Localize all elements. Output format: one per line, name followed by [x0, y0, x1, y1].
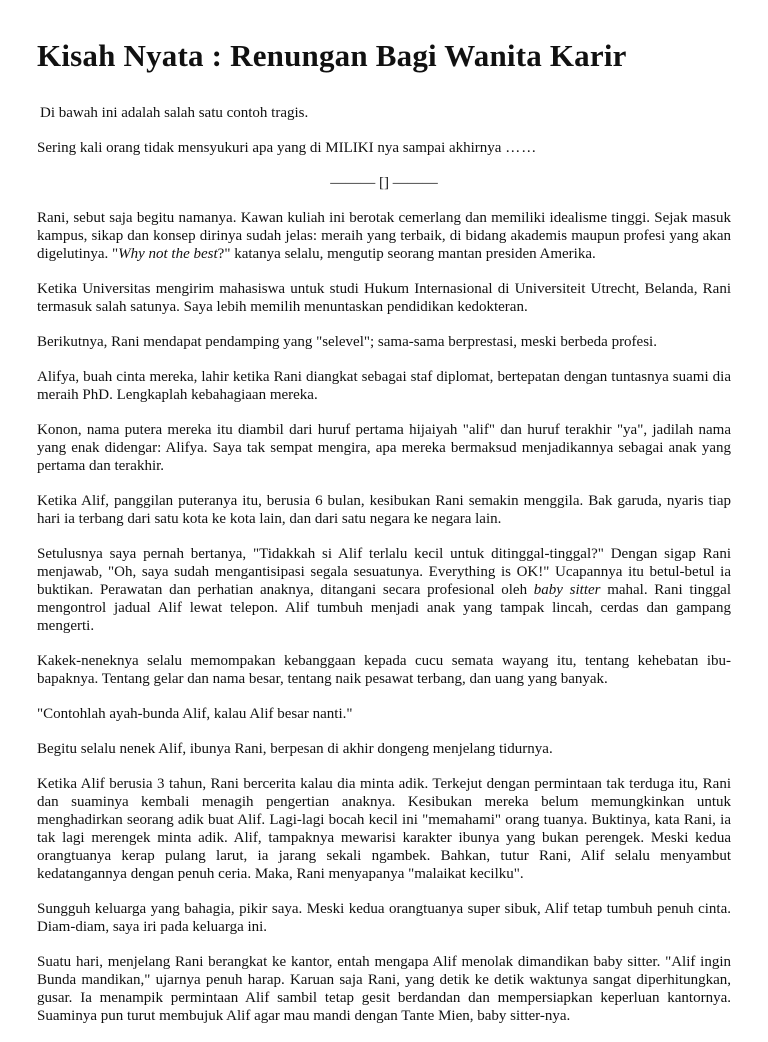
paragraph-text: mahal. Rani tinggal mengontrol jadual Alif lewat telepon. Alif tumbuh menjadi anak yang tampak lincah, cerdas dan gampang mengerti.	[37, 582, 731, 634]
story-paragraph	[37, 209, 731, 263]
story-paragraph: Konon, nama putera mereka itu diambil dari huruf pertama hijaiyah "alif" dan huruf terakhir "ya", jadilah nama yang enak didengar: Alifya. Saya tak sempat mengira, apa mereka bermaksud menjadikannya sebagai anak yang pertama dan terakhir.	[37, 422, 731, 474]
story-paragraph: Suatu hari, menjelang Rani berangkat ke kantor, entah mengapa Alif menolak dimandikan baby sitter. "Alif ingin Bunda mandikan," ujarnya penuh harap. Karuan saja Rani, yang detik ke detik waktunya sangat diperhitungkan, gusar. Ia menampik permintaan Alif sambil tetap gesit berdandan dan mempersiapkan keperluan kantornya. Suaminya pun turut membujuk Alif agar mau mandi dengan Tante Mien, baby sitter-nya.	[37, 954, 731, 1024]
story-paragraph: Sungguh keluarga yang bahagia, pikir saya. Meski kedua orangtuanya super sibuk, Alif tetap tumbuh penuh cinta. Diam-diam, saya iri pada keluarga ini.	[37, 901, 731, 935]
intro-text: Sering kali orang tidak mensyukuri apa yang di MILIKI nya sampai akhirnya	[37, 140, 502, 156]
document-page	[37, 36, 731, 1042]
paragraph-text: Rani, sebut saja begitu namanya. Kawan kuliah ini berotak cemerlang dan memiliki idealisme tinggi. Sejak masuk kampus, sikap dan konsep dirinya sudah jelas: meraih yang terbaik, di bidang akademis maupun profesi yang akan digelutinya. "	[37, 210, 731, 262]
section-divider: ——— [] ———	[330, 175, 438, 191]
intro-line	[37, 139, 731, 157]
italic-term: baby sitter	[533, 582, 601, 598]
story-paragraph: Alifya, buah cinta mereka, lahir ketika Rani diangkat sebagai staf diplomat, bertepatan dengan tuntasnya suami dia meraih PhD. Lengkaplah kebahagiaan mereka.	[37, 369, 731, 403]
ellipsis: ……	[505, 140, 538, 156]
document-title: Kisah Nyata : Renungan Bagi Wanita Karir	[37, 38, 627, 73]
story-paragraph: Kakek-neneknya selalu memompakan kebanggaan kepada cucu semata wayang itu, tentang kehebatan ibu-bapaknya. Tentang gelar dan nama besar, tentang naik pesawat terbang, dan uang yang banyak.	[37, 653, 731, 687]
story-paragraph: Ketika Universitas mengirim mahasiswa untuk studi Hukum Internasional di Universiteit Utrecht, Belanda, Rani termasuk salah satunya. Saya lebih memilih menuntaskan pendidikan kedokteran.	[37, 281, 731, 315]
story-paragraph: Ketika Alif berusia 3 tahun, Rani bercerita kalau dia minta adik. Terkejut dengan permintaan tak terduga itu, Rani dan suaminya kembali menagih pengertian anaknya. Kesibukan mereka belum memungkinkan untuk menghadirkan seorang adik buat Alif. Lagi-lagi bocah kecil ini "memahami" orang tuanya. Buktinya, kata Rani, ia tak lagi merengek minta adik. Alif, tampaknya mewarisi karakter ibunya yang bukan perengek. Meski kedua orangtuanya kerap pulang larut, ia jarang sekali ngambek. Bahkan, tutur Rani, Alif selalu menyambut kedatangannya dengan penuh ceria. Maka, Rani menyapanya "malaikat kecilku".	[37, 776, 731, 882]
italic-quote: Why not the best	[118, 246, 218, 262]
story-paragraph: "Contohlah ayah-bunda Alif, kalau Alif besar nanti."	[37, 706, 353, 722]
paragraph-text: Setulusnya saya pernah bertanya, "Tidakkah si Alif terlalu kecil untuk ditinggal-tinggal?" Dengan sigap Rani menjawab, "Oh, saya sudah mengantisipasi segala sesuatunya. Everything is OK!" Ucapannya itu betul-betul ia buktikan. Perawatan dan perhatian anaknya, ditangani secara profesional oleh	[37, 546, 731, 598]
story-paragraph	[37, 545, 731, 635]
paragraph-text: ?" katanya selalu, mengutip seorang mantan presiden Amerika.	[217, 246, 596, 262]
story-paragraph: Ketika Alif, panggilan puteranya itu, berusia 6 bulan, kesibukan Rani semakin menggila. Bak garuda, nyaris tiap hari ia terbang dari satu kota ke kota lain, dan dari satu negara ke negara lain.	[37, 493, 731, 527]
story-paragraph: Berikutnya, Rani mendapat pendamping yang "selevel"; sama-sama berprestasi, meski berbeda profesi.	[37, 334, 657, 350]
intro-line: Di bawah ini adalah salah satu contoh tragis.	[40, 105, 309, 121]
story-paragraph: Begitu selalu nenek Alif, ibunya Rani, berpesan di akhir dongeng menjelang tidurnya.	[37, 741, 553, 757]
